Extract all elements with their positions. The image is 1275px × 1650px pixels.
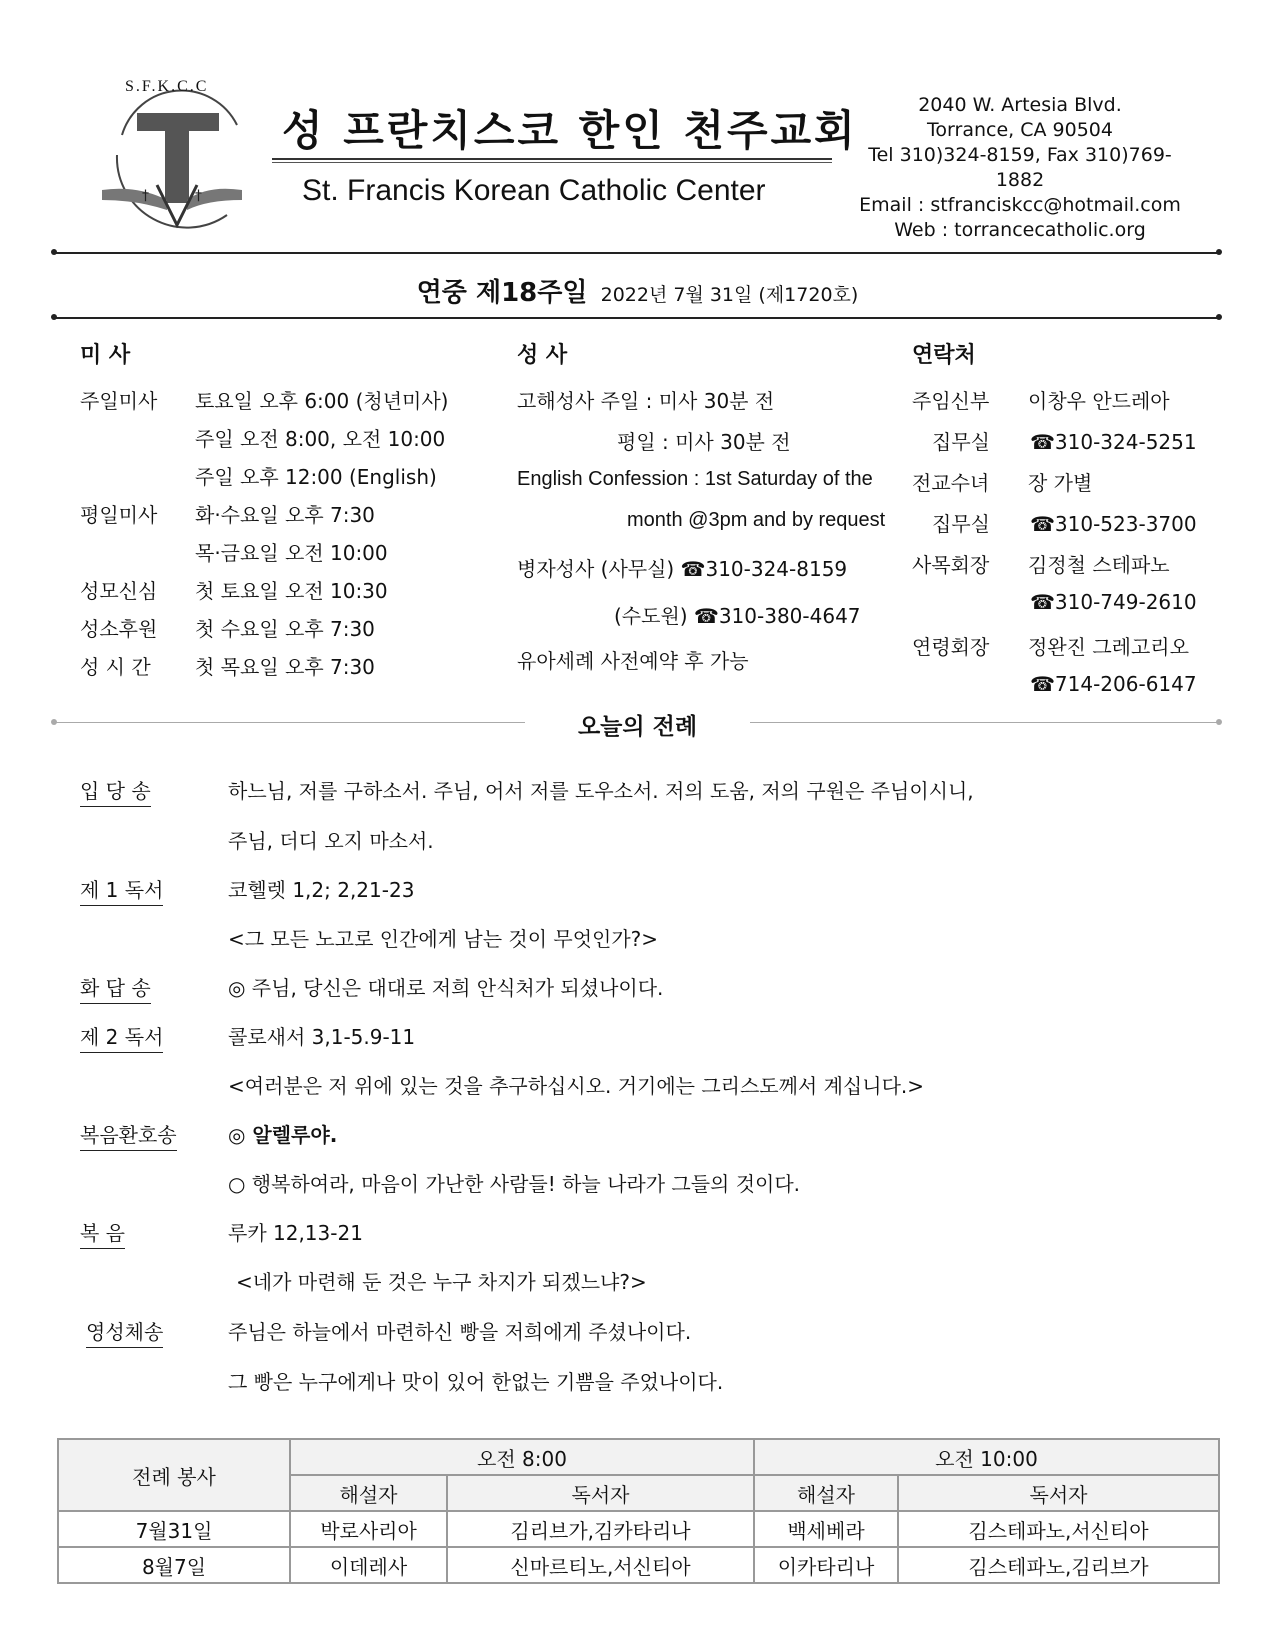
contact-row: [912, 467, 1092, 496]
mass-time: 목·금요일 오전 10:00: [195, 541, 388, 565]
liturgy-line: 그 빵은 누구에게나 맛이 있어 한없는 기쁨을 주었나이다.: [228, 1370, 724, 1394]
mass-time: 주일 오후 12:00 (English): [195, 465, 437, 489]
liturgy-line: 루카 12,13-21: [228, 1221, 363, 1245]
website-line[interactable]: Web : torrancecatholic.org: [894, 219, 1146, 241]
first-reading-label: 제 1 독서: [80, 874, 163, 906]
city-line: Torrance, CA 90504: [927, 119, 1113, 141]
liturgy-line: 주님은 하늘에서 마련하신 빵을 저희에게 주셨나이다.: [228, 1320, 692, 1344]
title-rule: [272, 162, 832, 163]
mass-row: [80, 651, 375, 680]
table-corner-header: 전례 봉사: [58, 1439, 290, 1511]
mass-label: 성소후원: [80, 617, 158, 641]
mass-row: [80, 575, 388, 604]
parish-logo: [97, 75, 247, 235]
sacrament-line: 병자성사 (사무실) ☎310-324-8159: [517, 557, 848, 581]
parish-name-korean: 성 프란치스코 한인 천주교회: [282, 106, 858, 155]
table-header-row: [58, 1439, 1219, 1475]
liturgy-line: <네가 마련해 둔 것은 누구 차지가 되겠느냐?>: [236, 1270, 647, 1294]
issue-date: 2022년 7월 31일 (제1720호): [600, 284, 859, 306]
divider: [55, 252, 1220, 254]
mass-time-header: 오전 10:00: [754, 1439, 1219, 1475]
sacrament-line: English Confession : 1st Saturday of the: [517, 468, 873, 490]
liturgy-title: 오늘의 전례: [577, 714, 698, 740]
liturgy-line: ◎ 알렐루야.: [228, 1123, 338, 1147]
contact-row: [912, 631, 1189, 660]
mass-row: [80, 423, 445, 452]
contact-row: [932, 426, 1197, 455]
mass-label: 성모신심: [80, 579, 158, 603]
contact-phone: ☎310-324-5251: [1030, 430, 1197, 454]
table-cell: 김스테파노,서신티아: [898, 1511, 1219, 1547]
parish-name-english: St. Francis Korean Catholic Center: [302, 174, 766, 207]
contact-value: 장 가별: [1028, 471, 1093, 495]
mass-label: 성 시 간: [80, 655, 151, 679]
commentator-header: 해설자: [754, 1475, 898, 1511]
divider-end: [51, 314, 57, 320]
ministry-schedule-table: [57, 1438, 1220, 1584]
table-cell: 이데레사: [290, 1547, 447, 1583]
parish-contact-block: [855, 93, 1185, 243]
mass-row: [80, 385, 448, 414]
communion-antiphon-label: 영성체송: [86, 1316, 163, 1348]
mass-time: 첫 수요일 오후 7:30: [195, 617, 375, 641]
reader-header: 독서자: [898, 1475, 1219, 1511]
mass-time-header: 오전 8:00: [290, 1439, 754, 1475]
mass-time: 주일 오전 8:00, 오전 10:00: [195, 427, 446, 451]
sunday-title: 연중 제18주일: [416, 278, 588, 308]
divider-end: [1216, 314, 1222, 320]
gospel-acclamation-label: 복음환호송: [80, 1119, 177, 1151]
reader-header: 독서자: [447, 1475, 754, 1511]
commentator-header: 해설자: [290, 1475, 447, 1511]
mass-row: [80, 461, 437, 490]
table-cell: 이카타리나: [754, 1547, 898, 1583]
issue-heading: [0, 272, 1275, 309]
liturgy-line: 콜로새서 3,1-5.9-11: [228, 1025, 416, 1049]
mass-label: 주일미사: [80, 389, 158, 413]
contact-role: 집무실: [932, 512, 990, 536]
contact-role: 전교수녀: [912, 471, 990, 495]
table-cell: 박로사리아: [290, 1511, 447, 1547]
liturgy-line: <여러분은 저 위에 있는 것을 추구하십시오. 거기에는 그리스도께서 계십니다.>: [228, 1074, 925, 1098]
svg-text:†: †: [142, 188, 149, 204]
gospel-label: 복 음: [80, 1217, 125, 1249]
mass-row: [80, 613, 375, 642]
liturgy-line: 하느님, 저를 구하소서. 주님, 어서 저를 도우소서. 저의 도움, 저의 구원은 주님이시니,: [228, 779, 974, 803]
table-cell: 8월7일: [58, 1547, 290, 1583]
liturgy-line: ○ 행복하여라, 마음이 가난한 사람들! 하늘 나라가 그들의 것이다.: [228, 1172, 801, 1196]
sacrament-line: 고해성사 주일 : 미사 30분 전: [517, 389, 775, 413]
contact-phone: ☎310-523-3700: [1030, 512, 1197, 536]
mass-time: 첫 토요일 오전 10:30: [195, 579, 388, 603]
mass-time: 토요일 오후 6:00 (청년미사): [195, 389, 449, 413]
table-row: [58, 1511, 1219, 1547]
mass-row: [80, 499, 375, 528]
svg-text:†: †: [195, 188, 202, 204]
sacraments-heading: 성 사: [517, 343, 568, 368]
contact-phone: ☎310-749-2610: [1030, 590, 1197, 614]
second-reading-label: 제 2 독서: [80, 1021, 163, 1053]
title-rule: [272, 158, 832, 160]
address-line: 2040 W. Artesia Blvd.: [918, 94, 1122, 116]
mass-heading: 미 사: [80, 343, 131, 368]
mass-row: [80, 537, 388, 566]
table-cell: 백세베라: [754, 1511, 898, 1547]
liturgy-line: <그 모든 노고로 인간에게 남는 것이 무엇인가?>: [228, 927, 659, 951]
contact-role: 주임신부: [912, 389, 990, 413]
contact-role: 연령회장: [912, 635, 990, 659]
sacrament-line: 유아세례 사전예약 후 가능: [517, 649, 749, 673]
mass-time: 화·수요일 오후 7:30: [195, 503, 375, 527]
table-cell: 김리브가,김카타리나: [447, 1511, 754, 1547]
table-row: [58, 1547, 1219, 1583]
sacrament-line: 평일 : 미사 30분 전: [617, 430, 791, 454]
divider-end: [1216, 249, 1222, 255]
divider-end: [51, 249, 57, 255]
contact-row: [912, 385, 1170, 414]
table-cell: 김스테파노,김리브가: [898, 1547, 1219, 1583]
phone-fax-line: Tel 310)324-8159, Fax 310)769-1882: [868, 144, 1172, 191]
liturgy-line: ◎ 주님, 당신은 대대로 저희 안식처가 되셨나이다.: [228, 976, 664, 1000]
mass-time: 첫 목요일 오후 7:30: [195, 655, 375, 679]
table-cell: 신마르티노,서신티아: [447, 1547, 754, 1583]
contact-role: 사목회장: [912, 553, 990, 577]
liturgy-line: 주님, 더디 오지 마소서.: [228, 829, 434, 853]
table-cell: 7월31일: [58, 1511, 290, 1547]
contact-value: 이창우 안드레아: [1028, 389, 1170, 413]
contact-phone: ☎714-206-6147: [1030, 672, 1197, 696]
contact-row: [912, 549, 1170, 578]
liturgy-line: 코헬렛 1,2; 2,21-23: [228, 878, 415, 902]
sacrament-line: month @3pm and by request: [627, 509, 886, 531]
contact-value: 정완진 그레고리오: [1028, 635, 1189, 659]
contact-value: 김정철 스테파노: [1028, 553, 1170, 577]
mass-label: 평일미사: [80, 503, 158, 527]
entrance-antiphon-label: 입 당 송: [80, 775, 151, 807]
contacts-heading: 연락처: [912, 343, 976, 368]
email-line[interactable]: Email : stfranciskcc@hotmail.com: [859, 194, 1181, 216]
divider: [55, 317, 1220, 319]
sacrament-line: (수도원) ☎310-380-4647: [614, 604, 861, 628]
contact-row: [932, 508, 1197, 537]
contact-role: 집무실: [932, 430, 990, 454]
logo-lettering: S.F.K.C.C: [125, 78, 209, 95]
psalm-label: 화 답 송: [80, 972, 151, 1004]
